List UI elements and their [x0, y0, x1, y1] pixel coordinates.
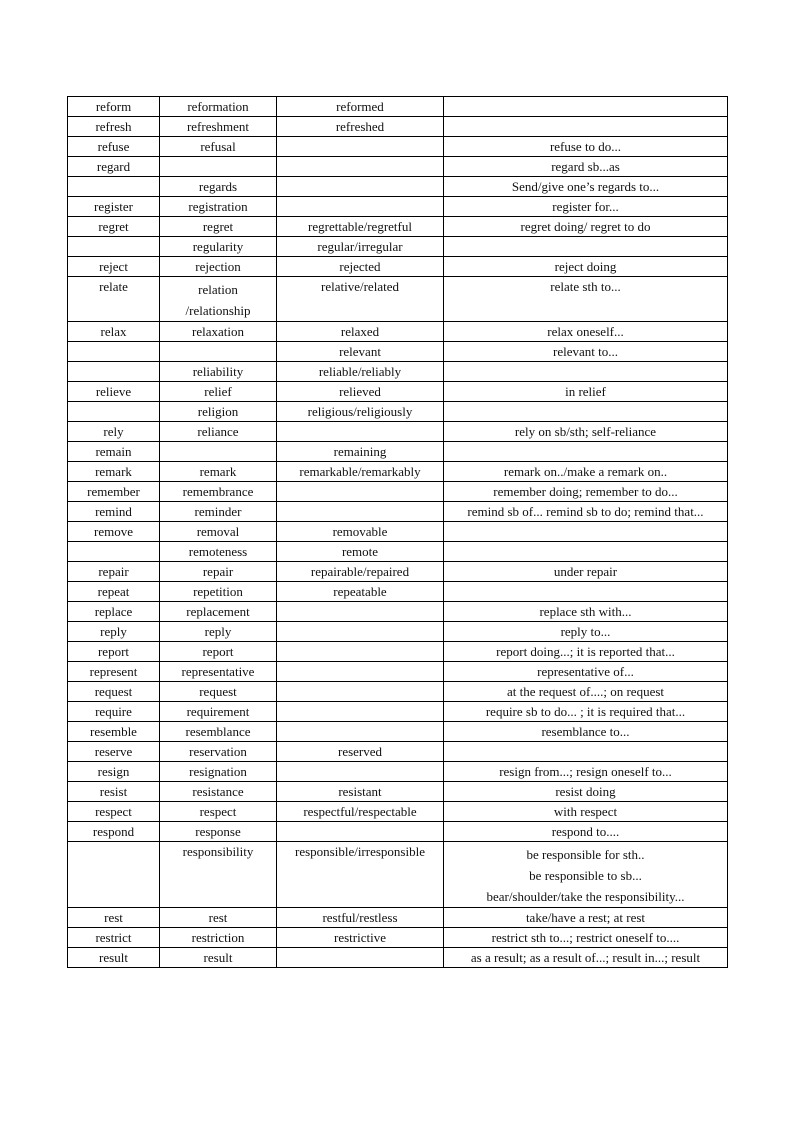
adjective-cell: removable: [277, 522, 444, 542]
adjective-cell: repairable/repaired: [277, 562, 444, 582]
table-row: [68, 802, 728, 822]
noun-cell: reliance: [160, 422, 277, 442]
adjective-cell: religious/religiously: [277, 402, 444, 422]
table-row: [68, 442, 728, 462]
verb-cell: relax: [68, 322, 160, 342]
noun-cell: reformation: [160, 97, 277, 117]
usage-cell: register for...: [444, 197, 728, 217]
usage-cell: resemblance to...: [444, 722, 728, 742]
usage-cell: respond to....: [444, 822, 728, 842]
adjective-cell: reliable/reliably: [277, 362, 444, 382]
verb-cell: rely: [68, 422, 160, 442]
verb-cell: regard: [68, 157, 160, 177]
table-row: [68, 702, 728, 722]
usage-cell: [444, 542, 728, 562]
usage-cell: take/have a rest; at rest: [444, 908, 728, 928]
adjective-cell: relative/related: [277, 277, 444, 322]
adjective-cell: [277, 502, 444, 522]
cell-line: /relationship: [185, 303, 251, 318]
usage-cell: refuse to do...: [444, 137, 728, 157]
usage-cell: [444, 742, 728, 762]
noun-cell: resignation: [160, 762, 277, 782]
table-row: [68, 682, 728, 702]
noun-cell: response: [160, 822, 277, 842]
noun-cell: regards: [160, 177, 277, 197]
vocabulary-table-body: [68, 97, 728, 968]
adjective-cell: [277, 822, 444, 842]
usage-cell: [444, 402, 728, 422]
table-row: [68, 642, 728, 662]
verb-cell: repeat: [68, 582, 160, 602]
adjective-cell: [277, 762, 444, 782]
adjective-cell: relieved: [277, 382, 444, 402]
noun-cell: requirement: [160, 702, 277, 722]
adjective-cell: rejected: [277, 257, 444, 277]
table-row: [68, 928, 728, 948]
verb-cell: replace: [68, 602, 160, 622]
adjective-cell: [277, 177, 444, 197]
table-row: [68, 402, 728, 422]
cell-line: be responsible for sth..: [526, 847, 645, 862]
cell-line: relation: [198, 282, 238, 297]
adjective-cell: regular/irregular: [277, 237, 444, 257]
adjective-cell: reserved: [277, 742, 444, 762]
adjective-cell: responsible/irresponsible: [277, 842, 444, 908]
noun-cell: refusal: [160, 137, 277, 157]
usage-cell: require sb to do... ; it is required that...: [444, 702, 728, 722]
noun-cell: result: [160, 948, 277, 968]
noun-cell: regularity: [160, 237, 277, 257]
adjective-cell: [277, 482, 444, 502]
usage-cell: [444, 442, 728, 462]
usage-cell: [444, 117, 728, 137]
verb-cell: reform: [68, 97, 160, 117]
noun-cell: [160, 277, 277, 322]
table-row: [68, 482, 728, 502]
adjective-cell: [277, 662, 444, 682]
table-row: [68, 662, 728, 682]
table-row: [68, 342, 728, 362]
verb-cell: [68, 402, 160, 422]
adjective-cell: [277, 622, 444, 642]
table-row: [68, 277, 728, 322]
document-page: [67, 96, 727, 968]
table-row: [68, 177, 728, 197]
table-row: [68, 382, 728, 402]
table-row: [68, 722, 728, 742]
table-row: [68, 137, 728, 157]
usage-cell: report doing...; it is reported that...: [444, 642, 728, 662]
usage-cell: reply to...: [444, 622, 728, 642]
adjective-cell: [277, 157, 444, 177]
adjective-cell: [277, 422, 444, 442]
usage-cell: Send/give one’s regards to...: [444, 177, 728, 197]
cell-line: bear/shoulder/take the responsibility...: [486, 889, 685, 904]
noun-cell: removal: [160, 522, 277, 542]
verb-cell: request: [68, 682, 160, 702]
verb-cell: refresh: [68, 117, 160, 137]
noun-cell: [160, 342, 277, 362]
noun-cell: reply: [160, 622, 277, 642]
adjective-cell: [277, 642, 444, 662]
noun-cell: repetition: [160, 582, 277, 602]
adjective-cell: [277, 682, 444, 702]
noun-cell: resistance: [160, 782, 277, 802]
usage-cell: [444, 97, 728, 117]
usage-cell: relevant to...: [444, 342, 728, 362]
adjective-cell: [277, 137, 444, 157]
adjective-cell: remote: [277, 542, 444, 562]
verb-cell: relate: [68, 277, 160, 322]
verb-cell: [68, 362, 160, 382]
noun-cell: relaxation: [160, 322, 277, 342]
table-row: [68, 422, 728, 442]
verb-cell: [68, 842, 160, 908]
usage-cell: [444, 842, 728, 908]
noun-cell: restriction: [160, 928, 277, 948]
usage-cell: as a result; as a result of...; result in...; result: [444, 948, 728, 968]
verb-cell: reply: [68, 622, 160, 642]
usage-cell: [444, 237, 728, 257]
usage-cell: remember doing; remember to do...: [444, 482, 728, 502]
noun-cell: representative: [160, 662, 277, 682]
verb-cell: relieve: [68, 382, 160, 402]
verb-cell: [68, 237, 160, 257]
verb-cell: regret: [68, 217, 160, 237]
adjective-cell: repeatable: [277, 582, 444, 602]
verb-cell: register: [68, 197, 160, 217]
noun-cell: replacement: [160, 602, 277, 622]
verb-cell: respond: [68, 822, 160, 842]
adjective-cell: restful/restless: [277, 908, 444, 928]
vocabulary-table: [67, 96, 728, 968]
adjective-cell: remarkable/remarkably: [277, 462, 444, 482]
noun-cell: remark: [160, 462, 277, 482]
table-row: [68, 542, 728, 562]
adjective-cell: relevant: [277, 342, 444, 362]
table-row: [68, 762, 728, 782]
noun-cell: relief: [160, 382, 277, 402]
noun-cell: refreshment: [160, 117, 277, 137]
noun-cell: reservation: [160, 742, 277, 762]
table-row: [68, 502, 728, 522]
table-row: [68, 217, 728, 237]
usage-cell: representative of...: [444, 662, 728, 682]
verb-cell: require: [68, 702, 160, 722]
usage-cell: rely on sb/sth; self-reliance: [444, 422, 728, 442]
adjective-cell: relaxed: [277, 322, 444, 342]
verb-cell: respect: [68, 802, 160, 822]
noun-cell: remoteness: [160, 542, 277, 562]
verb-cell: remind: [68, 502, 160, 522]
verb-cell: [68, 542, 160, 562]
usage-cell: with respect: [444, 802, 728, 822]
verb-cell: report: [68, 642, 160, 662]
noun-cell: [160, 442, 277, 462]
table-row: [68, 237, 728, 257]
table-row: [68, 822, 728, 842]
usage-cell: remind sb of... remind sb to do; remind that...: [444, 502, 728, 522]
table-row: [68, 602, 728, 622]
usage-cell: relax oneself...: [444, 322, 728, 342]
verb-cell: resemble: [68, 722, 160, 742]
noun-cell: registration: [160, 197, 277, 217]
usage-cell: at the request of....; on request: [444, 682, 728, 702]
adjective-cell: remaining: [277, 442, 444, 462]
usage-cell: reject doing: [444, 257, 728, 277]
verb-cell: remove: [68, 522, 160, 542]
usage-cell: replace sth with...: [444, 602, 728, 622]
adjective-cell: regrettable/regretful: [277, 217, 444, 237]
adjective-cell: reformed: [277, 97, 444, 117]
cell-line: be responsible to sb...: [529, 868, 642, 883]
table-row: [68, 782, 728, 802]
noun-cell: report: [160, 642, 277, 662]
adjective-cell: restrictive: [277, 928, 444, 948]
verb-cell: result: [68, 948, 160, 968]
usage-cell: resist doing: [444, 782, 728, 802]
verb-cell: refuse: [68, 137, 160, 157]
table-row: [68, 948, 728, 968]
verb-cell: remain: [68, 442, 160, 462]
verb-cell: remember: [68, 482, 160, 502]
noun-cell: [160, 157, 277, 177]
adjective-cell: respectful/respectable: [277, 802, 444, 822]
usage-cell: under repair: [444, 562, 728, 582]
table-row: [68, 522, 728, 542]
usage-cell: resign from...; resign oneself to...: [444, 762, 728, 782]
noun-cell: repair: [160, 562, 277, 582]
adjective-cell: resistant: [277, 782, 444, 802]
adjective-cell: [277, 702, 444, 722]
usage-cell: [444, 582, 728, 602]
table-row: [68, 842, 728, 908]
table-row: [68, 622, 728, 642]
noun-cell: regret: [160, 217, 277, 237]
adjective-cell: [277, 197, 444, 217]
table-row: [68, 562, 728, 582]
usage-cell: in relief: [444, 382, 728, 402]
usage-cell: regret doing/ regret to do: [444, 217, 728, 237]
usage-cell: [444, 362, 728, 382]
table-row: [68, 257, 728, 277]
verb-cell: resign: [68, 762, 160, 782]
adjective-cell: [277, 602, 444, 622]
noun-cell: resemblance: [160, 722, 277, 742]
verb-cell: remark: [68, 462, 160, 482]
adjective-cell: [277, 948, 444, 968]
noun-cell: rejection: [160, 257, 277, 277]
table-row: [68, 117, 728, 137]
verb-cell: repair: [68, 562, 160, 582]
noun-cell: religion: [160, 402, 277, 422]
adjective-cell: refreshed: [277, 117, 444, 137]
verb-cell: rest: [68, 908, 160, 928]
adjective-cell: [277, 722, 444, 742]
usage-cell: regard sb...as: [444, 157, 728, 177]
verb-cell: resist: [68, 782, 160, 802]
noun-cell: reliability: [160, 362, 277, 382]
table-row: [68, 742, 728, 762]
verb-cell: [68, 342, 160, 362]
noun-cell: request: [160, 682, 277, 702]
table-row: [68, 157, 728, 177]
verb-cell: [68, 177, 160, 197]
table-row: [68, 582, 728, 602]
usage-cell: restrict sth to...; restrict oneself to....: [444, 928, 728, 948]
noun-cell: rest: [160, 908, 277, 928]
noun-cell: reminder: [160, 502, 277, 522]
verb-cell: reject: [68, 257, 160, 277]
noun-cell: respect: [160, 802, 277, 822]
table-row: [68, 462, 728, 482]
table-row: [68, 362, 728, 382]
noun-cell: remembrance: [160, 482, 277, 502]
verb-cell: represent: [68, 662, 160, 682]
table-row: [68, 97, 728, 117]
noun-cell: responsibility: [160, 842, 277, 908]
verb-cell: restrict: [68, 928, 160, 948]
usage-cell: relate sth to...: [444, 277, 728, 322]
table-row: [68, 908, 728, 928]
table-row: [68, 197, 728, 217]
verb-cell: reserve: [68, 742, 160, 762]
table-row: [68, 322, 728, 342]
usage-cell: remark on../make a remark on..: [444, 462, 728, 482]
usage-cell: [444, 522, 728, 542]
